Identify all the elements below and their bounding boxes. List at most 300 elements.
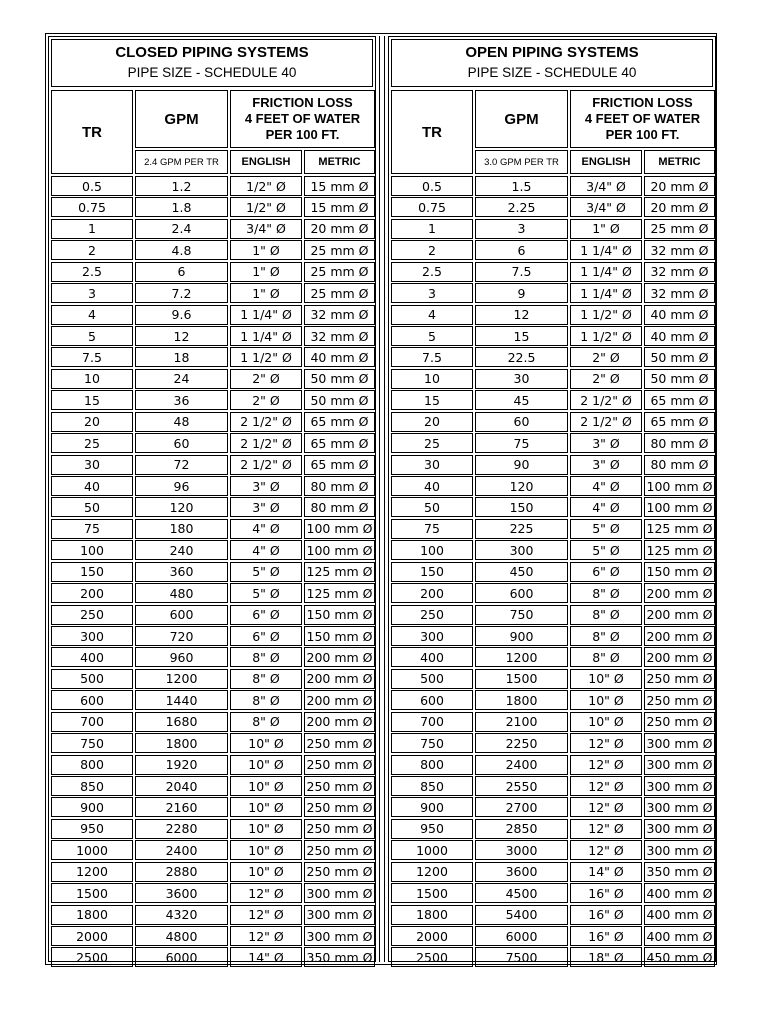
closed-metric-size-cell: 25 mm Ø: [304, 262, 375, 282]
open-gpm-cell: 300: [475, 540, 568, 560]
open-gpm-cell: 3: [475, 219, 568, 239]
open-english-size-cell: 14" Ø: [570, 862, 642, 882]
closed-gpm-cell: 48: [135, 412, 228, 432]
open-english-size-cell: 5" Ø: [570, 519, 642, 539]
closed-metric-size-cell: 250 mm Ø: [304, 862, 375, 882]
open-friction-line2: 4 FEET OF WATER: [584, 111, 701, 126]
open-header-english: ENGLISH: [570, 150, 642, 174]
open-gpm-cell: 1200: [475, 647, 568, 667]
closed-metric-size-cell: 65 mm Ø: [304, 455, 375, 475]
open-tr-cell: 2000: [391, 926, 473, 946]
closed-tr-cell: 1: [51, 219, 133, 239]
closed-english-size-cell: 1 1/4" Ø: [230, 326, 302, 346]
closed-english-size-cell: 1" Ø: [230, 240, 302, 260]
open-metric-size-cell: 80 mm Ø: [644, 455, 715, 475]
closed-gpm-cell: 18: [135, 347, 228, 367]
closed-title: CLOSED PIPING SYSTEMS: [115, 44, 309, 61]
closed-tr-cell: 50: [51, 497, 133, 517]
closed-gpm-cell: 3600: [135, 883, 228, 903]
open-tr-cell: 40: [391, 476, 473, 496]
closed-tr-cell: 300: [51, 626, 133, 646]
open-gpm-cell: 7500: [475, 947, 568, 967]
closed-english-size-cell: 8" Ø: [230, 712, 302, 732]
closed-metric-size-cell: 300 mm Ø: [304, 926, 375, 946]
open-gpm-cell: 5400: [475, 905, 568, 925]
closed-english-size-cell: 1/2" Ø: [230, 176, 302, 196]
piping-table: [45, 33, 717, 965]
open-tr-cell: 25: [391, 433, 473, 453]
open-tr-cell: 2.5: [391, 262, 473, 282]
closed-metric-size-cell: 200 mm Ø: [304, 690, 375, 710]
open-tr-cell: 0.5: [391, 176, 473, 196]
closed-metric-size-cell: 150 mm Ø: [304, 626, 375, 646]
open-metric-size-cell: 20 mm Ø: [644, 176, 715, 196]
closed-gpm-cell: 120: [135, 497, 228, 517]
open-metric-size-cell: 200 mm Ø: [644, 647, 715, 667]
open-english-size-cell: 2 1/2" Ø: [570, 412, 642, 432]
closed-tr-cell: 200: [51, 583, 133, 603]
open-tr-cell: 300: [391, 626, 473, 646]
closed-metric-size-cell: 200 mm Ø: [304, 669, 375, 689]
open-subtitle: PIPE SIZE - SCHEDULE 40: [467, 65, 637, 80]
open-metric-size-cell: 300 mm Ø: [644, 755, 715, 775]
open-gpm-cell: 1500: [475, 669, 568, 689]
open-gpm-note: 3.0 GPM PER TR: [475, 150, 568, 174]
closed-english-size-cell: 8" Ø: [230, 690, 302, 710]
open-tr-cell: 15: [391, 390, 473, 410]
closed-gpm-cell: 2880: [135, 862, 228, 882]
open-tr-cell: 2500: [391, 947, 473, 967]
closed-english-size-cell: 2 1/2" Ø: [230, 412, 302, 432]
closed-tr-cell: 900: [51, 797, 133, 817]
open-english-size-cell: 6" Ø: [570, 562, 642, 582]
open-english-size-cell: 8" Ø: [570, 583, 642, 603]
closed-english-size-cell: 3/4" Ø: [230, 219, 302, 239]
open-gpm-cell: 750: [475, 605, 568, 625]
closed-tr-cell: 25: [51, 433, 133, 453]
closed-tr-cell: 2: [51, 240, 133, 260]
closed-tr-cell: 150: [51, 562, 133, 582]
open-english-size-cell: 4" Ø: [570, 497, 642, 517]
closed-english-size-cell: 2" Ø: [230, 390, 302, 410]
open-tr-cell: 4: [391, 305, 473, 325]
open-gpm-cell: 450: [475, 562, 568, 582]
closed-gpm-cell: 480: [135, 583, 228, 603]
open-english-size-cell: 12" Ø: [570, 776, 642, 796]
closed-gpm-note: 2.4 GPM PER TR: [135, 150, 228, 174]
closed-metric-size-cell: 200 mm Ø: [304, 712, 375, 732]
center-divider-right: [384, 36, 385, 962]
open-metric-size-cell: 100 mm Ø: [644, 497, 715, 517]
closed-metric-size-cell: 250 mm Ø: [304, 819, 375, 839]
closed-tr-cell: 30: [51, 455, 133, 475]
closed-metric-size-cell: 150 mm Ø: [304, 605, 375, 625]
open-metric-size-cell: 250 mm Ø: [644, 690, 715, 710]
open-tr-cell: 500: [391, 669, 473, 689]
closed-english-size-cell: 6" Ø: [230, 605, 302, 625]
open-metric-size-cell: 400 mm Ø: [644, 926, 715, 946]
open-gpm-cell: 2400: [475, 755, 568, 775]
closed-english-size-cell: 2 1/2" Ø: [230, 455, 302, 475]
open-gpm-cell: 2250: [475, 733, 568, 753]
closed-metric-size-cell: 250 mm Ø: [304, 733, 375, 753]
closed-gpm-cell: 7.2: [135, 283, 228, 303]
open-gpm-cell: 600: [475, 583, 568, 603]
open-english-size-cell: 4" Ø: [570, 476, 642, 496]
open-gpm-cell: 30: [475, 369, 568, 389]
open-english-size-cell: 16" Ø: [570, 905, 642, 925]
closed-english-size-cell: 1 1/2" Ø: [230, 347, 302, 367]
open-tr-cell: 10: [391, 369, 473, 389]
closed-tr-cell: 15: [51, 390, 133, 410]
closed-header-gpm: GPM: [135, 90, 228, 148]
closed-english-size-cell: 10" Ø: [230, 840, 302, 860]
open-tr-cell: 1000: [391, 840, 473, 860]
closed-metric-size-cell: 200 mm Ø: [304, 647, 375, 667]
closed-english-size-cell: 10" Ø: [230, 819, 302, 839]
open-english-size-cell: 12" Ø: [570, 819, 642, 839]
open-english-size-cell: 1 1/2" Ø: [570, 305, 642, 325]
closed-english-size-cell: 1" Ø: [230, 262, 302, 282]
open-friction-line3: PER 100 FT.: [605, 127, 680, 142]
open-tr-cell: 400: [391, 647, 473, 667]
open-tr-cell: 3: [391, 283, 473, 303]
open-metric-size-cell: 300 mm Ø: [644, 819, 715, 839]
closed-gpm-cell: 720: [135, 626, 228, 646]
open-english-size-cell: 8" Ø: [570, 647, 642, 667]
open-tr-cell: 5: [391, 326, 473, 346]
open-metric-size-cell: 400 mm Ø: [644, 905, 715, 925]
closed-metric-size-cell: 80 mm Ø: [304, 497, 375, 517]
open-metric-size-cell: 20 mm Ø: [644, 197, 715, 217]
open-title-box: [391, 39, 713, 87]
open-tr-cell: 950: [391, 819, 473, 839]
closed-metric-size-cell: 350 mm Ø: [304, 947, 375, 967]
open-english-size-cell: 1 1/4" Ø: [570, 240, 642, 260]
open-tr-cell: 1800: [391, 905, 473, 925]
open-english-size-cell: 10" Ø: [570, 669, 642, 689]
closed-metric-size-cell: 250 mm Ø: [304, 776, 375, 796]
open-english-size-cell: 16" Ø: [570, 926, 642, 946]
open-metric-size-cell: 300 mm Ø: [644, 840, 715, 860]
closed-piping-panel: [48, 36, 376, 965]
closed-tr-cell: 0.75: [51, 197, 133, 217]
closed-metric-size-cell: 250 mm Ø: [304, 755, 375, 775]
open-tr-cell: 1: [391, 219, 473, 239]
open-metric-size-cell: 50 mm Ø: [644, 369, 715, 389]
closed-gpm-cell: 2160: [135, 797, 228, 817]
open-english-size-cell: 10" Ø: [570, 690, 642, 710]
closed-gpm-cell: 1920: [135, 755, 228, 775]
open-metric-size-cell: 50 mm Ø: [644, 347, 715, 367]
closed-tr-cell: 1000: [51, 840, 133, 860]
open-gpm-cell: 2850: [475, 819, 568, 839]
closed-gpm-cell: 6: [135, 262, 228, 282]
open-tr-cell: 75: [391, 519, 473, 539]
closed-english-size-cell: 1/2" Ø: [230, 197, 302, 217]
open-gpm-cell: 15: [475, 326, 568, 346]
closed-gpm-cell: 2.4: [135, 219, 228, 239]
open-tr-cell: 20: [391, 412, 473, 432]
open-english-size-cell: 2" Ø: [570, 347, 642, 367]
closed-english-size-cell: 8" Ø: [230, 669, 302, 689]
open-gpm-cell: 2.25: [475, 197, 568, 217]
open-metric-size-cell: 200 mm Ø: [644, 583, 715, 603]
closed-gpm-cell: 72: [135, 455, 228, 475]
closed-english-size-cell: 5" Ø: [230, 562, 302, 582]
closed-tr-cell: 700: [51, 712, 133, 732]
closed-gpm-cell: 180: [135, 519, 228, 539]
closed-english-size-cell: 3" Ø: [230, 476, 302, 496]
open-gpm-cell: 900: [475, 626, 568, 646]
closed-metric-size-cell: 32 mm Ø: [304, 326, 375, 346]
closed-tr-cell: 600: [51, 690, 133, 710]
open-gpm-cell: 2100: [475, 712, 568, 732]
open-metric-size-cell: 65 mm Ø: [644, 390, 715, 410]
closed-metric-size-cell: 300 mm Ø: [304, 883, 375, 903]
open-metric-size-cell: 125 mm Ø: [644, 540, 715, 560]
open-gpm-cell: 1.5: [475, 176, 568, 196]
closed-metric-size-cell: 80 mm Ø: [304, 476, 375, 496]
closed-metric-size-cell: 50 mm Ø: [304, 369, 375, 389]
open-metric-size-cell: 125 mm Ø: [644, 519, 715, 539]
open-english-size-cell: 1 1/4" Ø: [570, 283, 642, 303]
open-tr-cell: 30: [391, 455, 473, 475]
open-english-size-cell: 3" Ø: [570, 433, 642, 453]
closed-tr-cell: 800: [51, 755, 133, 775]
open-metric-size-cell: 100 mm Ø: [644, 476, 715, 496]
open-piping-panel: [388, 36, 716, 965]
closed-tr-cell: 7.5: [51, 347, 133, 367]
closed-header-english: ENGLISH: [230, 150, 302, 174]
closed-gpm-cell: 6000: [135, 947, 228, 967]
open-metric-size-cell: 40 mm Ø: [644, 326, 715, 346]
open-english-size-cell: 8" Ø: [570, 626, 642, 646]
open-tr-cell: 900: [391, 797, 473, 817]
open-header-tr: TR: [391, 90, 473, 174]
closed-gpm-cell: 4.8: [135, 240, 228, 260]
open-metric-size-cell: 400 mm Ø: [644, 883, 715, 903]
open-english-size-cell: 1 1/4" Ø: [570, 262, 642, 282]
closed-metric-size-cell: 65 mm Ø: [304, 433, 375, 453]
closed-gpm-cell: 36: [135, 390, 228, 410]
closed-tr-cell: 5: [51, 326, 133, 346]
closed-english-size-cell: 4" Ø: [230, 519, 302, 539]
open-metric-size-cell: 150 mm Ø: [644, 562, 715, 582]
closed-english-size-cell: 12" Ø: [230, 883, 302, 903]
open-english-size-cell: 3/4" Ø: [570, 197, 642, 217]
closed-metric-size-cell: 15 mm Ø: [304, 197, 375, 217]
open-gpm-cell: 2700: [475, 797, 568, 817]
open-metric-size-cell: 200 mm Ø: [644, 605, 715, 625]
open-tr-cell: 0.75: [391, 197, 473, 217]
closed-english-size-cell: 1" Ø: [230, 283, 302, 303]
closed-gpm-cell: 24: [135, 369, 228, 389]
open-gpm-cell: 4500: [475, 883, 568, 903]
closed-header-metric: METRIC: [304, 150, 375, 174]
closed-friction-line3: PER 100 FT.: [265, 127, 340, 142]
open-english-size-cell: 10" Ø: [570, 712, 642, 732]
closed-header-friction: [230, 90, 375, 148]
open-gpm-cell: 9: [475, 283, 568, 303]
closed-gpm-cell: 9.6: [135, 305, 228, 325]
open-english-size-cell: 1" Ø: [570, 219, 642, 239]
open-metric-size-cell: 300 mm Ø: [644, 776, 715, 796]
center-divider-left: [379, 36, 380, 962]
open-gpm-cell: 3600: [475, 862, 568, 882]
closed-metric-size-cell: 250 mm Ø: [304, 797, 375, 817]
closed-gpm-cell: 2040: [135, 776, 228, 796]
closed-english-size-cell: 5" Ø: [230, 583, 302, 603]
closed-tr-cell: 3: [51, 283, 133, 303]
open-gpm-cell: 45: [475, 390, 568, 410]
closed-metric-size-cell: 32 mm Ø: [304, 305, 375, 325]
closed-gpm-cell: 2280: [135, 819, 228, 839]
closed-english-size-cell: 3" Ø: [230, 497, 302, 517]
open-tr-cell: 1500: [391, 883, 473, 903]
open-tr-cell: 700: [391, 712, 473, 732]
open-metric-size-cell: 32 mm Ø: [644, 240, 715, 260]
closed-tr-cell: 75: [51, 519, 133, 539]
open-english-size-cell: 3" Ø: [570, 455, 642, 475]
open-header-metric: METRIC: [644, 150, 715, 174]
open-english-size-cell: 18" Ø: [570, 947, 642, 967]
closed-english-size-cell: 1 1/4" Ø: [230, 305, 302, 325]
closed-gpm-cell: 1800: [135, 733, 228, 753]
closed-metric-size-cell: 50 mm Ø: [304, 390, 375, 410]
closed-gpm-cell: 360: [135, 562, 228, 582]
closed-tr-cell: 1800: [51, 905, 133, 925]
closed-tr-cell: 950: [51, 819, 133, 839]
open-metric-size-cell: 450 mm Ø: [644, 947, 715, 967]
closed-english-size-cell: 14" Ø: [230, 947, 302, 967]
closed-tr-cell: 250: [51, 605, 133, 625]
open-header-gpm: GPM: [475, 90, 568, 148]
open-metric-size-cell: 25 mm Ø: [644, 219, 715, 239]
closed-gpm-cell: 1.2: [135, 176, 228, 196]
closed-gpm-cell: 1.8: [135, 197, 228, 217]
closed-tr-cell: 100: [51, 540, 133, 560]
open-english-size-cell: 12" Ø: [570, 797, 642, 817]
open-english-size-cell: 12" Ø: [570, 755, 642, 775]
open-metric-size-cell: 250 mm Ø: [644, 712, 715, 732]
open-english-size-cell: 2" Ø: [570, 369, 642, 389]
closed-english-size-cell: 10" Ø: [230, 733, 302, 753]
open-gpm-cell: 75: [475, 433, 568, 453]
closed-english-size-cell: 2" Ø: [230, 369, 302, 389]
open-header-friction: [570, 90, 715, 148]
open-gpm-cell: 120: [475, 476, 568, 496]
closed-subtitle: PIPE SIZE - SCHEDULE 40: [127, 65, 297, 80]
closed-tr-cell: 4: [51, 305, 133, 325]
closed-tr-cell: 0.5: [51, 176, 133, 196]
closed-gpm-cell: 60: [135, 433, 228, 453]
open-tr-cell: 1200: [391, 862, 473, 882]
open-metric-size-cell: 300 mm Ø: [644, 797, 715, 817]
open-metric-size-cell: 250 mm Ø: [644, 669, 715, 689]
open-metric-size-cell: 350 mm Ø: [644, 862, 715, 882]
closed-metric-size-cell: 65 mm Ø: [304, 412, 375, 432]
open-english-size-cell: 5" Ø: [570, 540, 642, 560]
closed-tr-cell: 850: [51, 776, 133, 796]
closed-english-size-cell: 4" Ø: [230, 540, 302, 560]
closed-english-size-cell: 2 1/2" Ø: [230, 433, 302, 453]
open-gpm-cell: 90: [475, 455, 568, 475]
closed-metric-size-cell: 100 mm Ø: [304, 540, 375, 560]
closed-gpm-cell: 1440: [135, 690, 228, 710]
open-tr-cell: 7.5: [391, 347, 473, 367]
closed-english-size-cell: 8" Ø: [230, 647, 302, 667]
open-tr-cell: 750: [391, 733, 473, 753]
open-gpm-cell: 7.5: [475, 262, 568, 282]
closed-friction-line1: FRICTION LOSS: [252, 95, 353, 110]
open-tr-cell: 150: [391, 562, 473, 582]
closed-gpm-cell: 4320: [135, 905, 228, 925]
open-gpm-cell: 60: [475, 412, 568, 432]
open-gpm-cell: 150: [475, 497, 568, 517]
open-english-size-cell: 3/4" Ø: [570, 176, 642, 196]
closed-tr-cell: 1200: [51, 862, 133, 882]
closed-title-box: [51, 39, 373, 87]
closed-english-size-cell: 12" Ø: [230, 926, 302, 946]
closed-gpm-cell: 4800: [135, 926, 228, 946]
closed-metric-size-cell: 25 mm Ø: [304, 240, 375, 260]
closed-gpm-cell: 960: [135, 647, 228, 667]
closed-metric-size-cell: 300 mm Ø: [304, 905, 375, 925]
closed-gpm-cell: 96: [135, 476, 228, 496]
closed-tr-cell: 20: [51, 412, 133, 432]
closed-english-size-cell: 6" Ø: [230, 626, 302, 646]
closed-metric-size-cell: 250 mm Ø: [304, 840, 375, 860]
closed-gpm-cell: 240: [135, 540, 228, 560]
closed-tr-cell: 2.5: [51, 262, 133, 282]
closed-tr-cell: 500: [51, 669, 133, 689]
open-tr-cell: 100: [391, 540, 473, 560]
open-gpm-cell: 1800: [475, 690, 568, 710]
closed-metric-size-cell: 40 mm Ø: [304, 347, 375, 367]
open-tr-cell: 850: [391, 776, 473, 796]
open-metric-size-cell: 32 mm Ø: [644, 283, 715, 303]
closed-metric-size-cell: 20 mm Ø: [304, 219, 375, 239]
closed-tr-cell: 750: [51, 733, 133, 753]
closed-english-size-cell: 10" Ø: [230, 797, 302, 817]
closed-metric-size-cell: 100 mm Ø: [304, 519, 375, 539]
closed-english-size-cell: 12" Ø: [230, 905, 302, 925]
open-metric-size-cell: 32 mm Ø: [644, 262, 715, 282]
closed-friction-line2: 4 FEET OF WATER: [244, 111, 361, 126]
open-english-size-cell: 16" Ø: [570, 883, 642, 903]
closed-gpm-cell: 600: [135, 605, 228, 625]
closed-metric-size-cell: 15 mm Ø: [304, 176, 375, 196]
closed-header-tr: TR: [51, 90, 133, 174]
open-english-size-cell: 12" Ø: [570, 840, 642, 860]
open-tr-cell: 50: [391, 497, 473, 517]
closed-english-size-cell: 10" Ø: [230, 776, 302, 796]
closed-gpm-cell: 12: [135, 326, 228, 346]
open-metric-size-cell: 300 mm Ø: [644, 733, 715, 753]
open-english-size-cell: 8" Ø: [570, 605, 642, 625]
open-metric-size-cell: 65 mm Ø: [644, 412, 715, 432]
open-tr-cell: 2: [391, 240, 473, 260]
open-gpm-cell: 2550: [475, 776, 568, 796]
open-tr-cell: 250: [391, 605, 473, 625]
closed-tr-cell: 2000: [51, 926, 133, 946]
closed-tr-cell: 10: [51, 369, 133, 389]
closed-metric-size-cell: 125 mm Ø: [304, 583, 375, 603]
open-english-size-cell: 12" Ø: [570, 733, 642, 753]
open-gpm-cell: 6: [475, 240, 568, 260]
closed-english-size-cell: 10" Ø: [230, 755, 302, 775]
